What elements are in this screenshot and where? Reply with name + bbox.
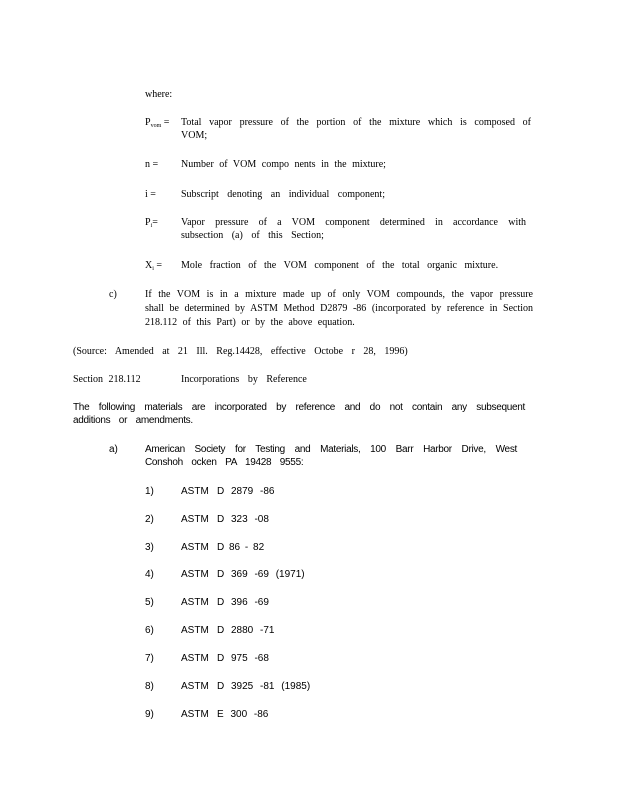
definition-text: Mole fraction of the VOM component of the total organic mixture.	[181, 260, 499, 271]
item-c-text: If the VOM is in a mixture made up of only VOM compounds, the vapor pressure shall be determined by ASTM Method D2879 -86 (incorporated by reference in Section 218.112 of this Part) or by the above equation.	[145, 289, 533, 328]
list-item-standard: D 2880 -71	[217, 625, 275, 636]
definition-symbol: n =	[145, 159, 159, 170]
list-item-standard: D 396 -69	[217, 597, 269, 608]
list-item-number: 7)	[145, 653, 154, 664]
list-item-org: ASTM	[181, 542, 209, 553]
item-c-marker: c)	[109, 289, 117, 300]
list-item-standard: D 975 -68	[217, 653, 269, 664]
list-item-standard: D 2879 -86	[217, 486, 275, 497]
definition-symbol: $X_i$ =	[145, 260, 163, 272]
item-a-marker: a)	[109, 444, 118, 455]
list-item-number: 6)	[145, 625, 154, 636]
list-item-org: ASTM	[181, 709, 209, 720]
definition-symbol: i =	[145, 189, 156, 200]
list-item-org: ASTM	[181, 486, 209, 497]
definition-text: Number of VOM compo nents in the mixture;	[181, 159, 386, 170]
definition-symbol: $P_i=$	[145, 217, 158, 229]
list-item-standard: D 86 - 82	[217, 542, 265, 553]
list-item-number: 5)	[145, 597, 154, 608]
list-item-standard: D 323 -08	[217, 514, 269, 525]
definition-text: Vapor pressure of a VOM component determined in accordance with subsection (a) of this Section;	[181, 217, 526, 241]
list-item-org: ASTM	[181, 625, 209, 636]
where-label: where:	[145, 89, 173, 100]
list-item-standard: D 3925 -81 (1985)	[217, 681, 311, 692]
definition-symbol: $P_{vom}$ =	[145, 117, 170, 129]
list-item-org: ASTM	[181, 681, 209, 692]
list-item-number: 3)	[145, 542, 154, 553]
source-note: (Source: Amended at 21 Ill. Reg.14428, effective Octobe r 28, 1996)	[73, 346, 408, 357]
list-item-number: 9)	[145, 709, 154, 720]
list-item-standard: D 369 -69 (1971)	[217, 569, 305, 580]
list-item-number: 1)	[145, 486, 154, 497]
list-item-number: 8)	[145, 681, 154, 692]
definition-text: Total vapor pressure of the portion of the mixture which is composed of VOM;	[181, 117, 531, 141]
definition-text: Subscript denoting an individual component;	[181, 189, 385, 200]
list-item-number: 2)	[145, 514, 154, 525]
list-item-number: 4)	[145, 569, 154, 580]
intro-paragraph: The following materials are incorporated by reference and do not contain any subsequent additions or amendments.	[73, 402, 525, 426]
list-item-org: ASTM	[181, 653, 209, 664]
list-item-org: ASTM	[181, 597, 209, 608]
list-item-org: ASTM	[181, 514, 209, 525]
item-a-text: American Society for Testing and Materials, 100 Barr Harbor Drive, West Conshoh ocken PA 19428 9555:	[145, 444, 517, 468]
section-title: Incorporations by Reference	[181, 374, 307, 385]
list-item-org: ASTM	[181, 569, 209, 580]
list-item-standard: E 300 -86	[217, 709, 269, 720]
section-number: Section 218.112	[73, 374, 141, 385]
